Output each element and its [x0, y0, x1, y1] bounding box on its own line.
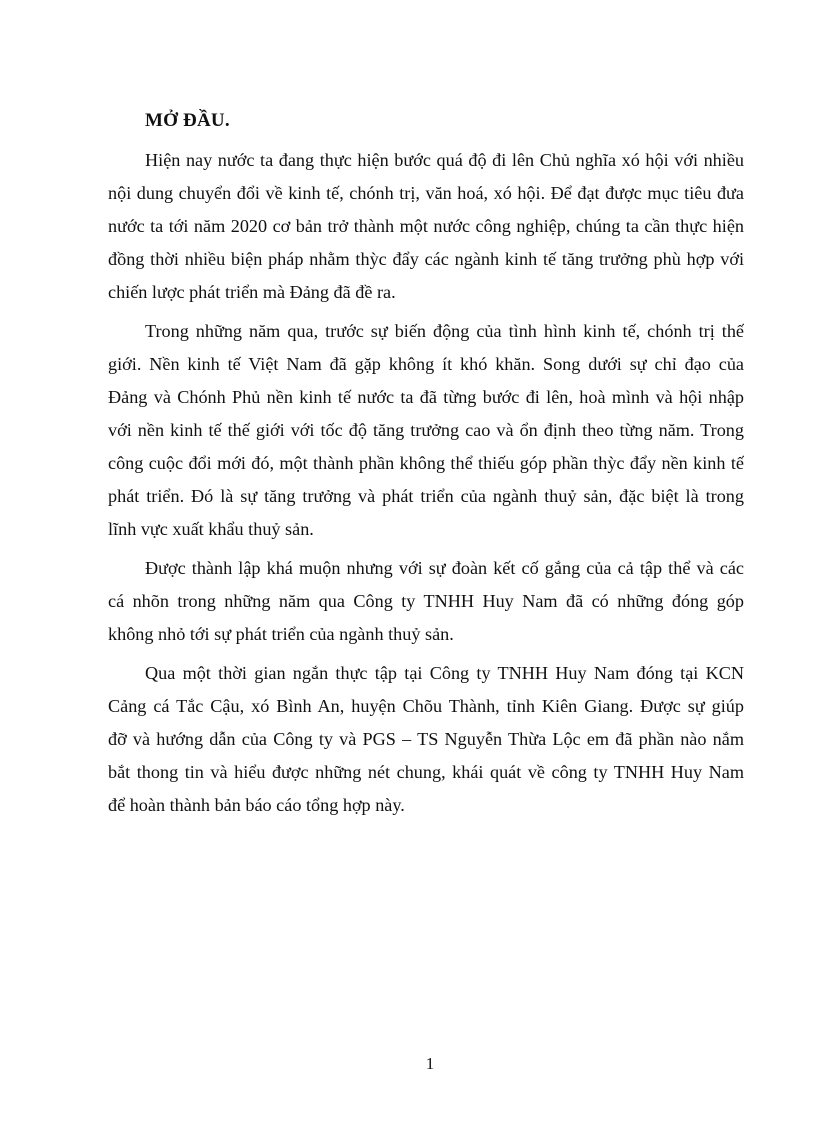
paragraph-line: phát triển. Đó là sự tăng trưởng và phát triển của ngành thuỷ sản, đặc biệt là trong: [108, 486, 744, 506]
paragraph-line: lĩnh vực xuất khẩu thuỷ sản.: [108, 519, 314, 539]
paragraph-line: công cuộc đổi mới đó, một thành phần không thể thiếu góp phần thỳc đẩy nền kinh tế: [108, 453, 744, 473]
paragraph-line: cá nhõn trong những năm qua Công ty TNHH Huy Nam đã có những đóng góp: [108, 591, 744, 611]
section-heading: MỞ ĐẦU.: [145, 110, 230, 131]
paragraph-line: đồng thời nhiều biện pháp nhằm thỳc đẩy các ngành kinh tế tăng trưởng phù hợp với: [108, 249, 744, 269]
paragraph-line: Cảng cá Tắc Cậu, xó Bình An, huyện Chõu Thành, tỉnh Kiên Giang. Được sự giúp: [108, 696, 744, 716]
paragraph-line: bắt thong tin và hiểu được những nét chung, khái quát về công ty TNHH Huy Nam: [108, 762, 744, 782]
paragraph-line: nước ta tới năm 2020 cơ bản trở thành một nước công nghiệp, chúng ta cần thực hiện: [108, 216, 744, 236]
paragraph-line: để hoàn thành bản báo cáo tổng hợp này.: [108, 795, 405, 815]
paragraph-line: với nền kinh tế thế giới với tốc độ tăng trưởng cao và ổn định theo từng năm. Trong: [108, 420, 744, 440]
paragraph-line: không nhỏ tới sự phát triển của ngành thuỷ sản.: [108, 624, 454, 644]
page-number: 1: [425, 1054, 435, 1073]
paragraph-line: Được thành lập khá muộn nhưng với sự đoàn kết cố gắng của cả tập thể và các: [145, 558, 744, 578]
paragraph-line: giới. Nền kinh tế Việt Nam đã gặp không ít khó khăn. Song dưới sự chỉ đạo của: [108, 354, 744, 374]
paragraph-line: Hiện nay nước ta đang thực hiện bước quá độ đi lên Chủ nghĩa xó hội với nhiều: [145, 150, 744, 170]
paragraph-line: Qua một thời gian ngắn thực tập tại Công ty TNHH Huy Nam đóng tại KCN: [145, 663, 744, 683]
paragraph-line: nội dung chuyển đổi về kinh tế, chónh trị, văn hoá, xó hội. Để đạt được mục tiêu đưa: [108, 183, 744, 203]
paragraph-line: chiến lược phát triển mà Đảng đã đề ra.: [108, 282, 396, 302]
paragraph-line: Trong những năm qua, trước sự biến động của tình hình kinh tế, chónh trị thế: [145, 321, 744, 341]
paragraph-line: đỡ và hướng dẫn của Công ty và PGS – TS Nguyễn Thừa Lộc em đã phần nào nắm: [108, 729, 744, 749]
paragraph-line: Đảng và Chónh Phủ nền kinh tế nước ta đã từng bước đi lên, hoà mình và hội nhập: [108, 387, 744, 407]
